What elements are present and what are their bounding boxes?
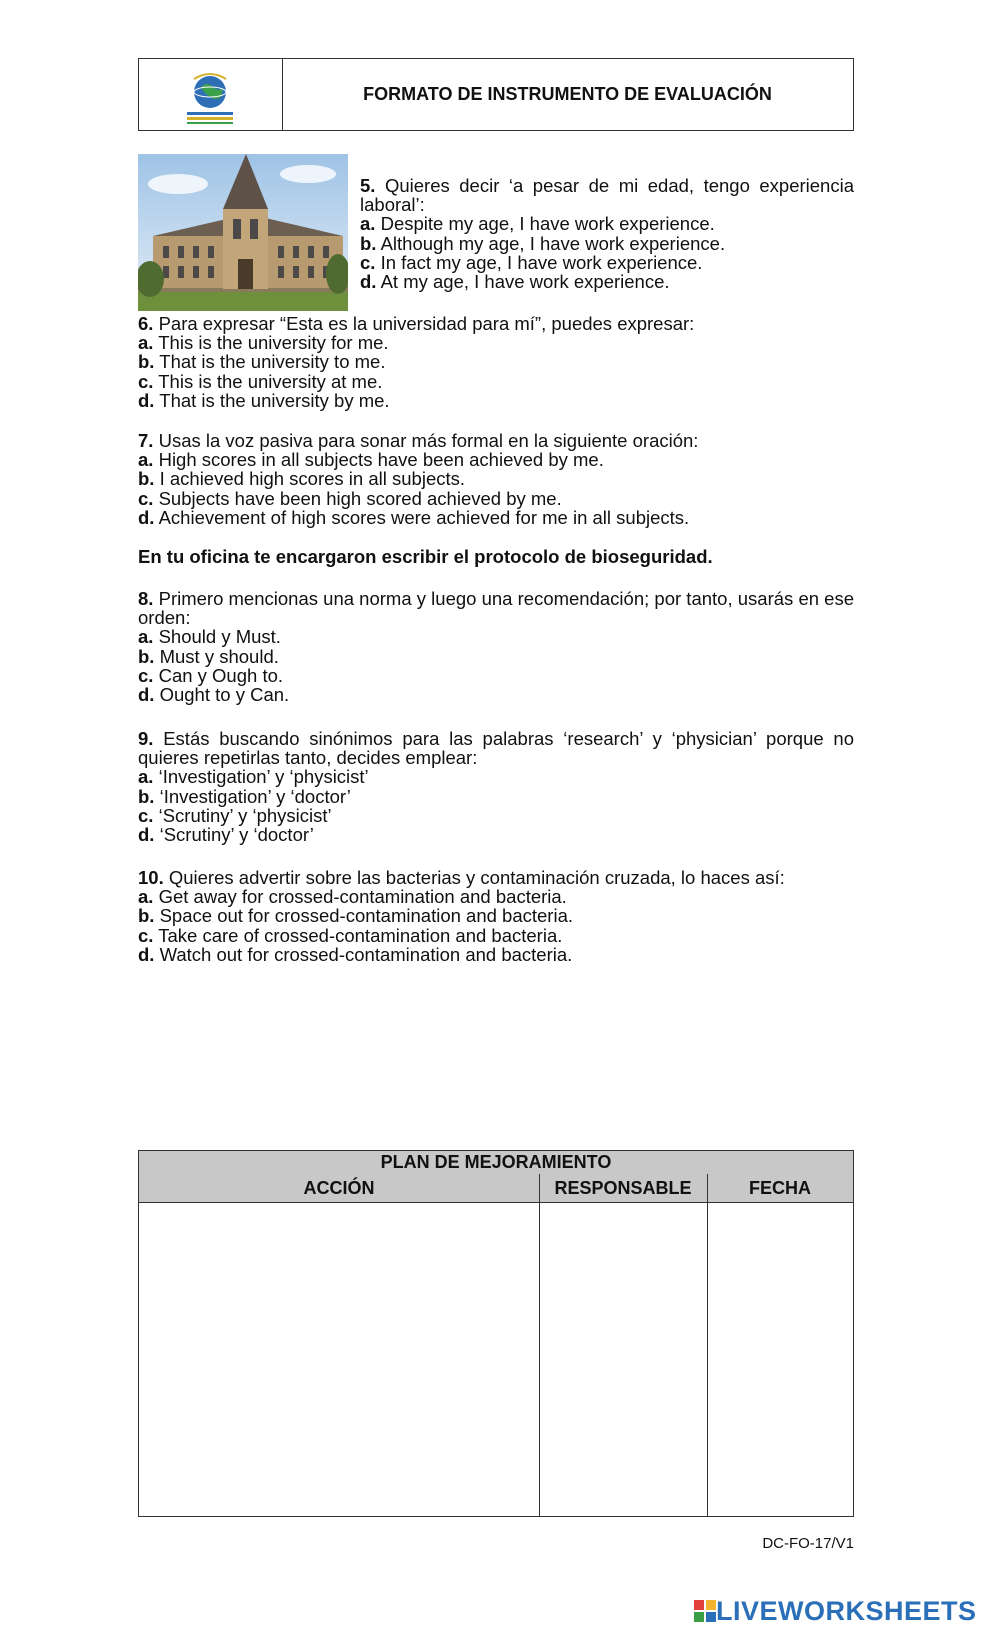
document-code: DC-FO-17/V1: [762, 1535, 854, 1552]
university-building-photo: [138, 154, 348, 311]
option-letter: a.: [138, 332, 154, 354]
option-letter: c.: [138, 487, 154, 509]
option-letter: c.: [138, 664, 154, 686]
plan-title: PLAN DE MEJORAMIENTO: [139, 1151, 853, 1175]
question-prompt: Quieres decir ‘a pesar de mi edad, tengo experiencia laboral’:: [360, 175, 854, 216]
option-c[interactable]: [138, 372, 854, 391]
option-text: Must y should.: [159, 645, 279, 667]
option-text: In fact my age, I have work experience.: [380, 251, 703, 273]
option-a[interactable]: [360, 214, 854, 233]
option-c[interactable]: [138, 806, 854, 825]
option-text: This is the university for me.: [158, 332, 389, 354]
option-letter: c.: [138, 804, 154, 826]
option-text: Should y Must.: [158, 626, 281, 648]
question-prompt: Usas la voz pasiva para sonar más formal en la siguiente oración:: [158, 430, 699, 451]
option-letter: b.: [138, 785, 155, 807]
question-number: 6.: [138, 313, 154, 334]
question-number: 9.: [138, 728, 154, 749]
option-d[interactable]: [138, 825, 854, 844]
question-number: 8.: [138, 588, 154, 609]
institution-logo: [139, 59, 283, 130]
option-letter: a.: [138, 886, 154, 908]
option-letter: b.: [138, 905, 155, 927]
option-letter: a.: [138, 766, 154, 788]
option-text: Ought to y Can.: [159, 684, 290, 706]
option-text: That is the university to me.: [159, 351, 386, 373]
option-text: That is the university by me.: [159, 389, 390, 411]
option-letter: d.: [138, 389, 155, 411]
option-text: At my age, I have work experience.: [380, 271, 670, 293]
question-5: [360, 176, 854, 291]
option-text: ‘Scrutiny’ y ‘doctor’: [159, 824, 314, 846]
question-prompt: Quieres advertir sobre las bacterias y contaminación cruzada, lo haces así:: [168, 867, 785, 888]
question-number: 5.: [360, 175, 376, 196]
option-text: ‘Scrutiny’ y ‘physicist’: [158, 804, 332, 826]
question-8: [138, 589, 854, 704]
option-c[interactable]: [138, 666, 854, 685]
document-header: [138, 58, 854, 131]
option-text: Despite my age, I have work experience.: [380, 213, 715, 235]
option-d[interactable]: [138, 391, 854, 410]
question-10: [138, 868, 854, 964]
option-letter: a.: [138, 449, 154, 471]
question-prompt: Primero mencionas una norma y luego una recomendación; por tanto, usarás en ese orden:: [138, 588, 855, 629]
option-letter: b.: [138, 468, 155, 490]
option-text: High scores in all subjects have been achieved by me.: [158, 449, 604, 471]
column-header-responsable: RESPONSABLE: [554, 1178, 692, 1198]
accion-input-cell[interactable]: [139, 1203, 539, 1516]
option-b[interactable]: [138, 787, 854, 806]
column-header-accion: ACCIÓN: [303, 1178, 375, 1198]
option-c[interactable]: [360, 253, 854, 272]
option-letter: c.: [138, 924, 154, 946]
option-d[interactable]: [138, 508, 854, 527]
option-a[interactable]: [138, 887, 854, 906]
option-text: Subjects have been high scored achieved by me.: [158, 487, 562, 509]
section-heading: En tu oficina te encargaron escribir el protocolo de bioseguridad.: [138, 546, 713, 567]
question-prompt: Estás buscando sinónimos para las palabras ‘research’ y ‘physician’ porque no quieres repetirlas tanto, decides emplear:: [138, 728, 854, 769]
option-d[interactable]: [360, 272, 854, 291]
option-text: Space out for crossed-contamination and bacteria.: [159, 905, 573, 927]
option-letter: b.: [138, 645, 155, 667]
option-b[interactable]: [138, 469, 854, 488]
question-9: [138, 729, 854, 844]
option-text: Watch out for crossed-contamination and bacteria.: [159, 943, 573, 965]
option-a[interactable]: [138, 627, 854, 646]
option-letter: d.: [138, 824, 155, 846]
document-title: FORMATO DE INSTRUMENTO DE EVALUACIÓN: [363, 84, 772, 104]
question-number: 10.: [138, 867, 164, 888]
option-letter: a.: [360, 213, 376, 235]
option-a[interactable]: [138, 767, 854, 786]
question-number: 7.: [138, 430, 154, 451]
option-letter: b.: [360, 232, 377, 254]
option-letter: d.: [360, 271, 377, 293]
option-b[interactable]: [138, 906, 854, 925]
option-text: This is the university at me.: [158, 370, 383, 392]
option-letter: a.: [138, 626, 154, 648]
question-prompt: Para expresar “Esta es la universidad para mí”, puedes expresar:: [158, 313, 695, 334]
option-text: Achievement of high scores were achieved for me in all subjects.: [158, 506, 690, 528]
option-letter: d.: [138, 943, 155, 965]
liveworksheets-brand: [694, 1596, 977, 1627]
option-c[interactable]: [138, 489, 854, 508]
question-6: [138, 314, 854, 410]
brand-name: LIVEWORKSHEETS: [716, 1596, 977, 1626]
option-text: I achieved high scores in all subjects.: [159, 468, 466, 490]
improvement-plan-table: [138, 1150, 854, 1517]
option-letter: d.: [138, 684, 155, 706]
option-b[interactable]: [360, 234, 854, 253]
responsable-input-cell[interactable]: [540, 1203, 707, 1516]
question-7: [138, 431, 854, 527]
option-b[interactable]: [138, 352, 854, 371]
option-c[interactable]: [138, 926, 854, 945]
option-letter: c.: [360, 251, 376, 273]
option-text: Although my age, I have work experience.: [380, 232, 726, 254]
option-d[interactable]: [138, 945, 854, 964]
option-text: ‘Investigation’ y ‘physicist’: [158, 766, 369, 788]
column-header-fecha: FECHA: [749, 1178, 811, 1198]
plan-header-row: [139, 1174, 853, 1203]
globe-logo-icon: [139, 59, 282, 130]
option-a[interactable]: [138, 450, 854, 469]
option-a[interactable]: [138, 333, 854, 352]
option-text: Can y Ough to.: [158, 664, 284, 686]
option-letter: d.: [138, 506, 155, 528]
option-b[interactable]: [138, 647, 854, 666]
option-letter: c.: [138, 370, 154, 392]
option-letter: b.: [138, 351, 155, 373]
option-text: Take care of crossed-contamination and bacteria.: [158, 924, 563, 946]
fecha-input-cell[interactable]: [708, 1203, 853, 1516]
liveworksheets-logo-icon: [694, 1600, 716, 1624]
option-text: ‘Investigation’ y ‘doctor’: [159, 785, 351, 807]
option-text: Get away for crossed-contamination and bacteria.: [158, 886, 567, 908]
option-d[interactable]: [138, 685, 854, 704]
